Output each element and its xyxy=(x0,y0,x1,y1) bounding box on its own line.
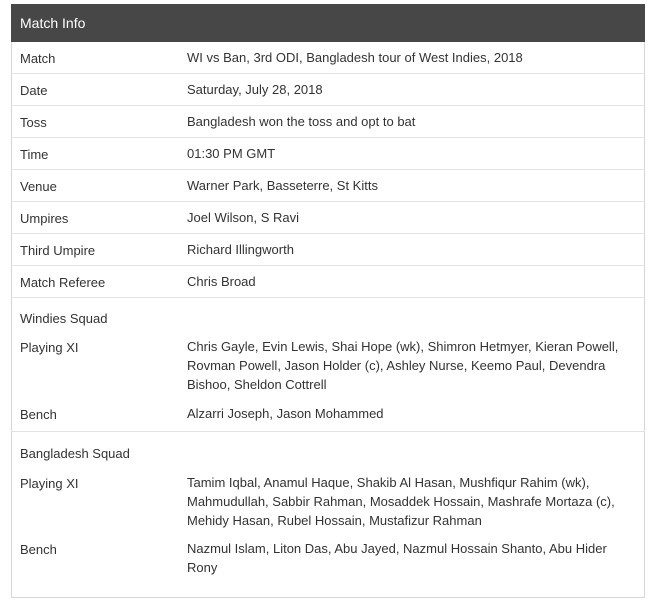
info-label: Third Umpire xyxy=(20,243,96,258)
info-row-venue xyxy=(11,170,645,202)
squad-heading-windies xyxy=(11,298,645,330)
player-list-line: Rony xyxy=(187,560,218,575)
info-row-match xyxy=(11,42,645,74)
info-value: Chris Broad xyxy=(187,274,256,289)
bangladesh-bench-row xyxy=(11,532,645,596)
info-value: Saturday, July 28, 2018 xyxy=(187,82,323,97)
info-label: Match Referee xyxy=(20,275,106,290)
info-row-date xyxy=(11,74,645,106)
info-label: Umpires xyxy=(20,211,69,226)
info-label: Time xyxy=(20,147,49,162)
info-value: Warner Park, Basseterre, St Kitts xyxy=(187,178,378,193)
player-list-line: Tamim Iqbal, Anamul Haque, Shakib Al Hasan, Mushfiqur Rahim (wk), xyxy=(187,475,590,490)
info-value: 01:30 PM GMT xyxy=(187,146,276,161)
info-label: Venue xyxy=(20,179,57,194)
squad-heading: Bangladesh Squad xyxy=(20,446,130,461)
info-row-umpires xyxy=(11,202,645,234)
info-label: Match xyxy=(20,51,56,66)
info-row-match-referee xyxy=(11,266,645,298)
info-label: Bench xyxy=(20,407,57,422)
player-list-line: Chris Gayle, Evin Lewis, Shai Hope (wk), Shimron Hetmyer, Kieran Powell, xyxy=(187,339,619,354)
player-list-line: Bishoo, Sheldon Cottrell xyxy=(187,377,327,392)
player-list-line: Nazmul Islam, Liton Das, Abu Jayed, Nazmul Hossain Shanto, Abu Hider xyxy=(187,541,607,556)
panel-title: Match Info xyxy=(20,15,86,31)
info-row-toss xyxy=(11,106,645,138)
windies-playing-xi-row xyxy=(11,330,645,396)
player-list-line: Mahmudullah, Sabbir Rahman, Mosaddek Hossain, Mashrafe Mortaza (c), xyxy=(187,494,615,509)
squad-heading-bangladesh xyxy=(11,432,645,466)
bangladesh-playing-xi-row xyxy=(11,466,645,532)
info-label: Playing XI xyxy=(20,476,79,491)
info-value: WI vs Ban, 3rd ODI, Bangladesh tour of West Indies, 2018 xyxy=(187,50,523,65)
info-value: Joel Wilson, S Ravi xyxy=(187,210,299,225)
info-label: Date xyxy=(20,83,48,98)
info-label: Playing XI xyxy=(20,340,79,355)
info-label: Bench xyxy=(20,542,57,557)
bangladesh-bench-value xyxy=(187,539,627,577)
bangladesh-playing-xi-value xyxy=(187,473,627,530)
info-row-time xyxy=(11,138,645,170)
windies-bench-row xyxy=(11,396,645,432)
match-info-header xyxy=(11,4,645,42)
squad-heading: Windies Squad xyxy=(20,311,108,326)
player-list-line: Rovman Powell, Jason Holder (c), Ashley Nurse, Keemo Paul, Devendra xyxy=(187,358,606,373)
windies-playing-xi-value xyxy=(187,337,627,394)
windies-bench-value xyxy=(187,404,627,423)
info-label: Toss xyxy=(20,115,47,130)
player-list-line: Alzarri Joseph, Jason Mohammed xyxy=(187,406,384,421)
player-list-line: Mehidy Hasan, Rubel Hossain, Mustafizur Rahman xyxy=(187,513,482,528)
info-value: Bangladesh won the toss and opt to bat xyxy=(187,114,416,129)
info-value: Richard Illingworth xyxy=(187,242,294,257)
info-row-third-umpire xyxy=(11,234,645,266)
